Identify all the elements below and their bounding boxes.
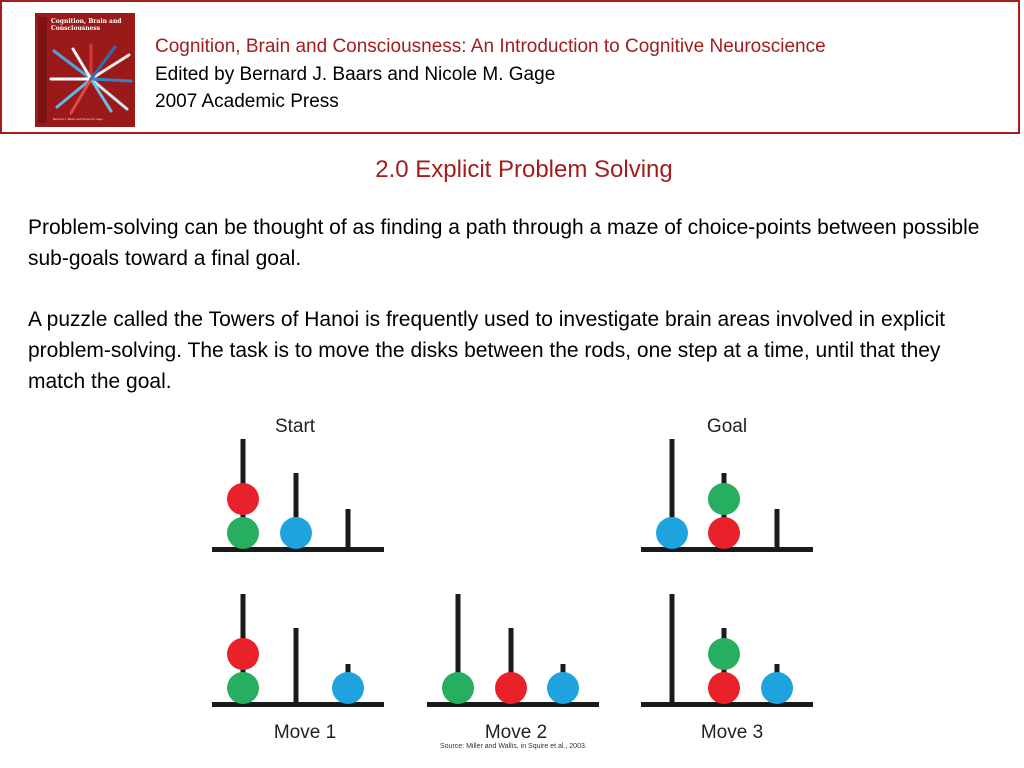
cover-title: Cognition, Brain and Consciousness [51, 18, 122, 32]
red-disk [708, 672, 740, 704]
green-disk [442, 672, 474, 704]
blue-disk [656, 517, 688, 549]
diagram-move-2-state [427, 594, 599, 707]
green-disk [227, 672, 259, 704]
green-disk [708, 483, 740, 515]
label-move-2: Move 2 [484, 722, 548, 743]
label-move-1: Move 1 [273, 722, 337, 743]
diagram-start-state [212, 439, 384, 552]
blue-disk [332, 672, 364, 704]
blue-disk [761, 672, 793, 704]
blue-disk [547, 672, 579, 704]
red-disk [495, 672, 527, 704]
label-goal: Goal [706, 416, 748, 437]
rod-2 [294, 628, 299, 704]
figure-source-citation: Source: Miller and Wallis, in Squire et al., 2003. [440, 743, 587, 750]
rod-3 [775, 509, 780, 549]
diagram-move-1-state [212, 594, 384, 707]
red-disk [227, 638, 259, 670]
cover-authors: Bernard J. Baars and Nicole M. Gage [53, 117, 103, 121]
book-publisher: 2007 Academic Press [155, 91, 339, 112]
diagram-goal-state [641, 439, 813, 552]
red-disk [708, 517, 740, 549]
green-disk [227, 517, 259, 549]
book-editors: Edited by Bernard J. Baars and Nicole M. Gage [155, 64, 556, 85]
diagram-move-3-state [641, 594, 813, 707]
paragraph-problem-solving: Problem-solving can be thought of as finding a path through a maze of choice-points between possible sub-goals toward a final goal. [28, 216, 980, 270]
red-disk [227, 483, 259, 515]
green-disk [708, 638, 740, 670]
rod-3 [346, 509, 351, 549]
slide-title: 2.0 Explicit Problem Solving [375, 156, 673, 183]
rod-1 [670, 594, 675, 704]
blue-disk [280, 517, 312, 549]
paragraph-towers-of-hanoi: A puzzle called the Towers of Hanoi is frequently used to investigate brain areas involved in explicit problem-solving. The task is to move the disks between the rods, one step at a time, until that they match the goal. [28, 308, 946, 393]
label-move-3: Move 3 [700, 722, 764, 743]
label-start: Start [274, 416, 316, 437]
book-title: Cognition, Brain and Consciousness: An Introduction to Cognitive Neuroscience [155, 36, 826, 57]
